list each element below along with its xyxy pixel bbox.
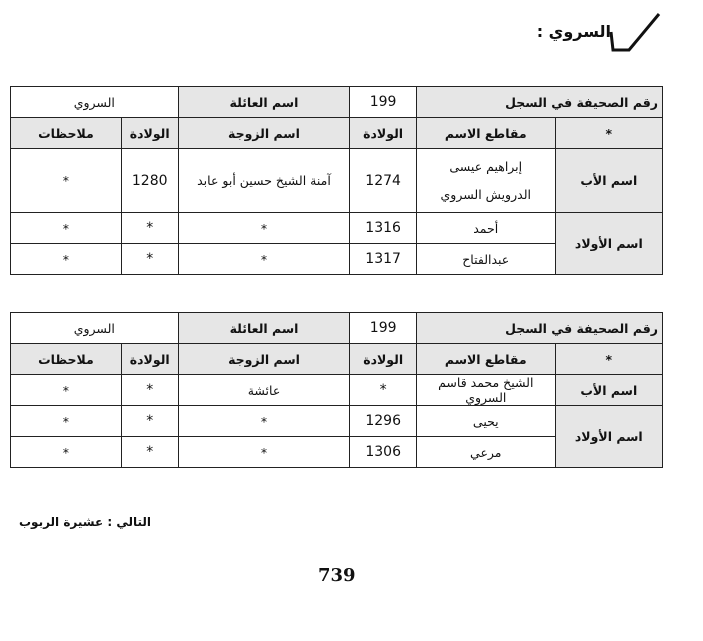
check-mark-icon — [609, 10, 663, 54]
wife-name: آمنة الشيخ حسين أبو عابد — [178, 149, 350, 213]
wife-birth: 1280 — [121, 149, 178, 213]
page-number: 739 — [318, 565, 356, 586]
child-birth: 1317 — [350, 244, 417, 275]
page-number-label: رقم الصحيفة في السجل — [416, 313, 662, 344]
birth-header: الولادة — [350, 118, 417, 149]
child-wife: * — [178, 213, 350, 244]
register-table-1 — [10, 86, 663, 275]
child-wife-birth: * — [121, 406, 178, 437]
child-wife-birth: * — [121, 437, 178, 468]
child-notes: * — [11, 437, 122, 468]
page-number-label: رقم الصحيفة في السجل — [416, 87, 662, 118]
wife-name: عائشة — [178, 375, 350, 406]
family-name-value: السروي — [11, 313, 179, 344]
register-table-2 — [10, 312, 663, 468]
family-name-label: اسم العائلة — [178, 313, 350, 344]
child-wife: * — [178, 406, 350, 437]
child-name: مرعي — [416, 437, 555, 468]
star-header: * — [555, 118, 662, 149]
child-wife: * — [178, 244, 350, 275]
name-parts-header: مقاطع الاسم — [416, 344, 555, 375]
child-name: أحمد — [416, 213, 555, 244]
child-birth: 1316 — [350, 213, 417, 244]
wife-header: اسم الزوجة — [178, 344, 350, 375]
children-label: اسم الأولاد — [555, 406, 662, 468]
star-header: * — [555, 344, 662, 375]
child-notes: * — [11, 244, 122, 275]
wife-birth-header: الولادة — [121, 344, 178, 375]
child-birth: 1306 — [350, 437, 417, 468]
father-label: اسم الأب — [555, 149, 662, 213]
child-name: عبدالفتاح — [416, 244, 555, 275]
father-name: الشيخ محمد قاسم السروي — [416, 375, 555, 406]
column-header-row — [11, 118, 663, 149]
father-name-line-1: إبراهيم عيسى — [449, 158, 523, 174]
notes-header: ملاحظات — [11, 344, 122, 375]
father-birth: 1274 — [350, 149, 417, 213]
child-wife-birth: * — [121, 244, 178, 275]
children-label: اسم الأولاد — [555, 213, 662, 275]
table-header-row — [11, 313, 663, 344]
family-name-value: السروي — [11, 87, 179, 118]
page-number-value: 199 — [350, 87, 417, 118]
child-birth: 1296 — [350, 406, 417, 437]
father-birth: * — [350, 375, 417, 406]
birth-header: الولادة — [350, 344, 417, 375]
notes-header: ملاحظات — [11, 118, 122, 149]
notes-cell: * — [11, 149, 122, 213]
wife-birth: * — [121, 375, 178, 406]
child-wife: * — [178, 437, 350, 468]
child-row — [11, 213, 663, 244]
father-row — [11, 375, 663, 406]
father-name-line-2: الدرويش السروي — [440, 186, 531, 202]
father-row — [11, 149, 663, 213]
wife-birth-header: الولادة — [121, 118, 178, 149]
page-number-value: 199 — [350, 313, 417, 344]
notes-cell: * — [11, 375, 122, 406]
name-parts-header: مقاطع الاسم — [416, 118, 555, 149]
father-label: اسم الأب — [555, 375, 662, 406]
column-header-row — [11, 344, 663, 375]
child-name: يحيى — [416, 406, 555, 437]
next-section-label: التالي : عشيرة الربوب — [19, 515, 152, 529]
father-name — [416, 149, 555, 213]
child-notes: * — [11, 406, 122, 437]
child-row — [11, 406, 663, 437]
table-header-row — [11, 87, 663, 118]
family-name-label: اسم العائلة — [178, 87, 350, 118]
page-heading: السروي : — [536, 22, 611, 41]
wife-header: اسم الزوجة — [178, 118, 350, 149]
child-notes: * — [11, 213, 122, 244]
child-wife-birth: * — [121, 213, 178, 244]
